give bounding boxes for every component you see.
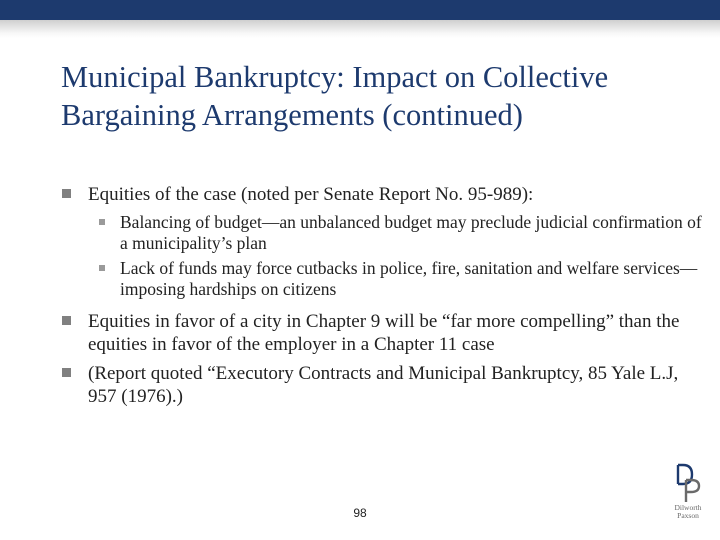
slide-title: Municipal Bankruptcy: Impact on Collective Bargaining Arrangements (continued) (61, 60, 609, 132)
square-bullet-icon (62, 368, 71, 377)
sub-bullet-text: Balancing of budget—an unbalanced budget may preclude judicial confirmation of a municipality’s plan (120, 212, 702, 253)
bullet-text: Equities in favor of a city in Chapter 9 will be “far more compelling” than the equities in favor of the employer in a Chapter 11 case (88, 311, 680, 355)
logo-wordmark (664, 504, 712, 520)
bullet-text: Equities of the case (noted per Senate Report No. 95-989): (88, 184, 534, 205)
logo-text-line-2: Paxson (677, 511, 699, 520)
page-number: 98 (353, 506, 367, 520)
logo-text-line-1: Dilworth (674, 503, 702, 512)
sub-bullet-text: Lack of funds may force cutbacks in police, fire, sanitation and welfare services—imposing hardships on citizens (120, 258, 698, 299)
sub-bullet-item (98, 258, 702, 300)
top-bar-shadow (0, 20, 720, 38)
dp-monogram-logo-icon (664, 462, 712, 504)
top-accent-bar (0, 0, 720, 20)
bullet-item (62, 183, 702, 206)
bullet-item (62, 310, 702, 356)
slide-content (62, 183, 702, 414)
sub-bullet-item (98, 212, 702, 254)
square-bullet-icon (62, 189, 71, 198)
square-sub-bullet-icon (99, 219, 105, 225)
square-sub-bullet-icon (99, 265, 105, 271)
bullet-text: (Report quoted “Executory Contracts and Municipal Bankruptcy, 85 Yale L.J, 957 (1976).) (88, 363, 679, 407)
bullet-item (62, 362, 702, 408)
sub-bullet-list (62, 212, 702, 300)
square-bullet-icon (62, 316, 71, 325)
dilworth-paxson-logo (664, 462, 712, 524)
